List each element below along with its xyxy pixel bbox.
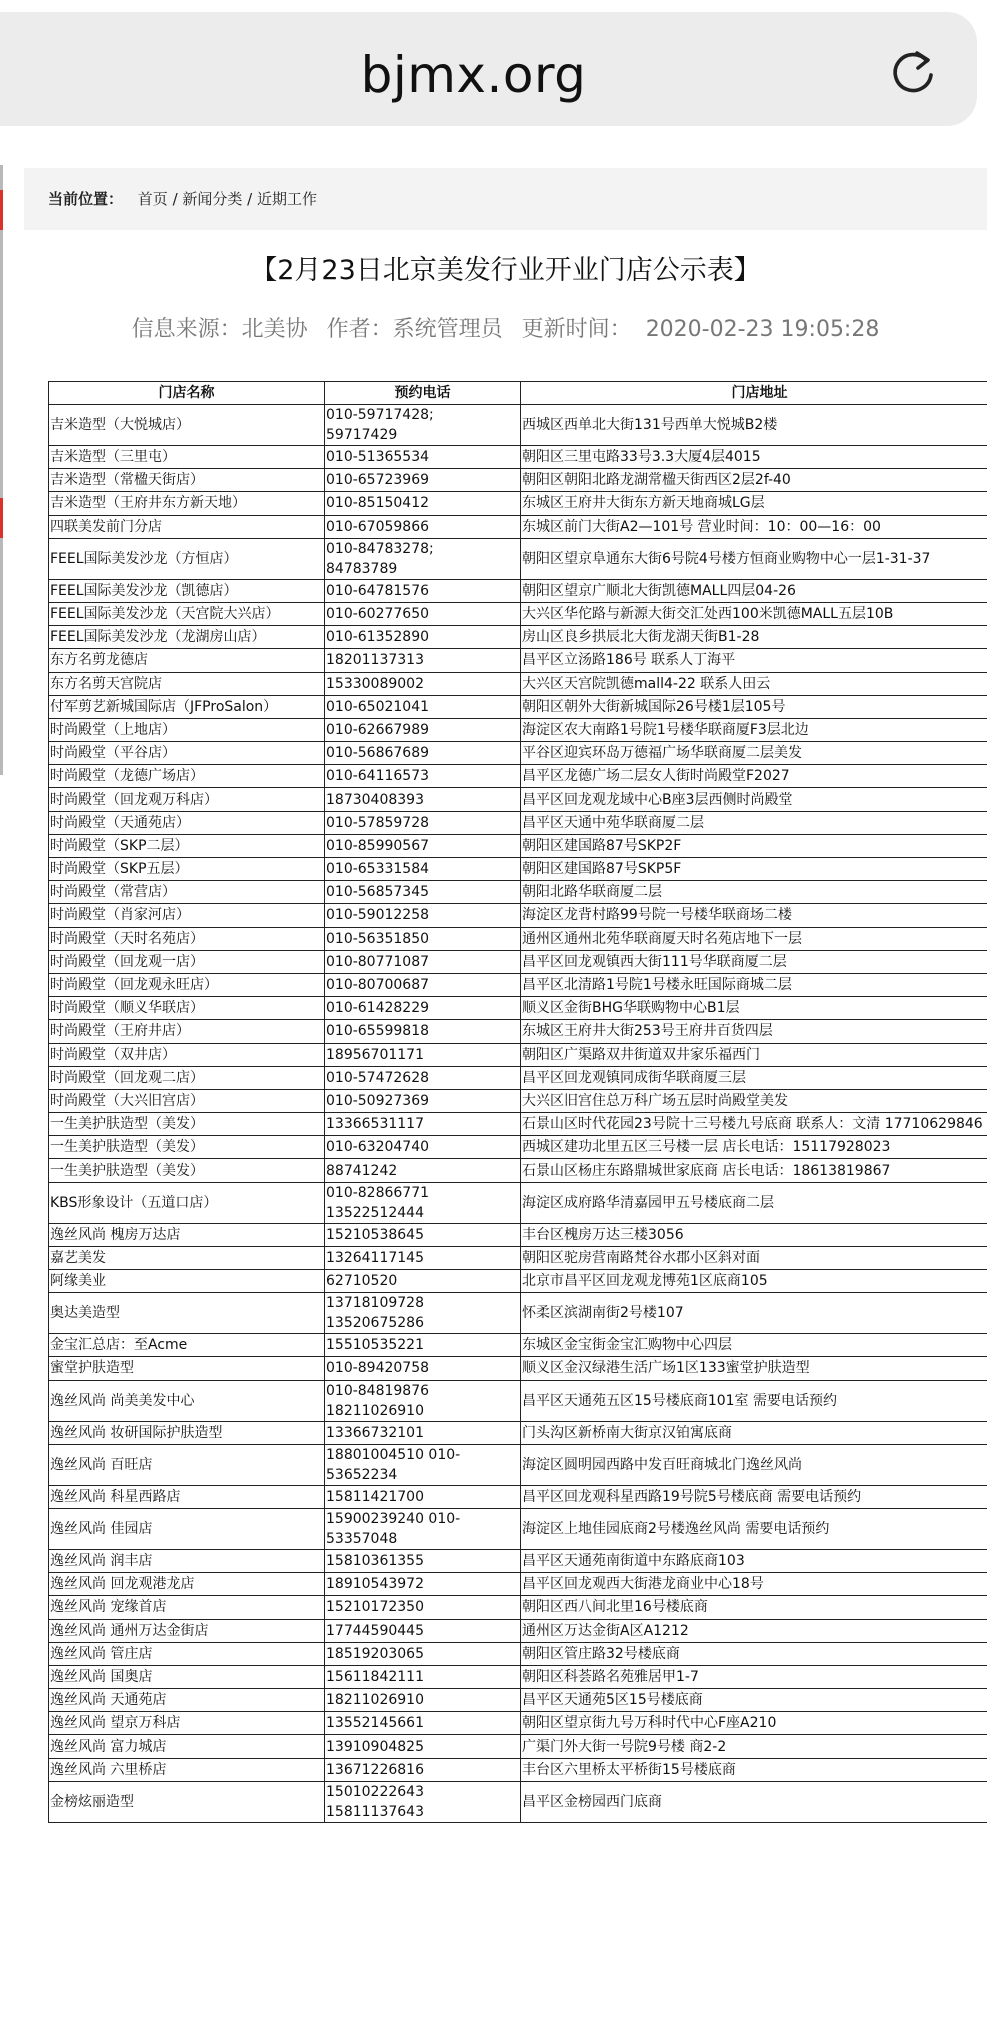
phone-cell: 010-56351850 <box>325 927 521 950</box>
address-cell: 东城区王府井大街东方新天地商城LG层 <box>521 492 987 515</box>
phone-cell: 13366531117 <box>325 1113 521 1136</box>
store-name-cell: 一生美护肤造型（美发） <box>49 1159 325 1182</box>
store-name-cell: 逸丝风尚 望京万科店 <box>49 1712 325 1735</box>
address-cell: 朝阳区望京阜通东大街6号院4号楼方恒商业购物中心一层1-31-37 <box>521 538 987 579</box>
phone-cell: 13366732101 <box>325 1421 521 1444</box>
store-table <box>48 381 987 1823</box>
table-row <box>49 1421 987 1444</box>
address-cell: 西城区建功北里五区三号楼一层 店长电话：15117928023 <box>521 1136 987 1159</box>
store-name-cell: FEEL国际美发沙龙（龙湖房山店） <box>49 626 325 649</box>
store-name-cell: 蜜堂护肤造型 <box>49 1357 325 1380</box>
table-row <box>49 1444 987 1485</box>
table-row <box>49 950 987 973</box>
table-row <box>49 469 987 492</box>
store-name-cell: FEEL国际美发沙龙（方恒店） <box>49 538 325 579</box>
store-name-cell: 时尚殿堂（回龙观一店） <box>49 950 325 973</box>
address-cell: 海淀区龙背村路99号院一号楼华联商场二楼 <box>521 904 987 927</box>
address-cell: 东城区前门大街A2—101号 营业时间：10：00—16：00 <box>521 515 987 538</box>
address-cell: 昌平区天通苑5区15号楼底商 <box>521 1689 987 1712</box>
table-row <box>49 1293 987 1334</box>
store-name-cell: 时尚殿堂（SKP五层） <box>49 858 325 881</box>
table-row <box>49 1223 987 1246</box>
address-cell: 丰台区六里桥太平桥街15号楼底商 <box>521 1758 987 1781</box>
store-name-cell: 时尚殿堂（顺义华联店） <box>49 997 325 1020</box>
address-cell: 顺义区金街BHG华联购物中心B1层 <box>521 997 987 1020</box>
store-name-cell: 逸丝风尚 国奥店 <box>49 1665 325 1688</box>
phone-cell: 88741242 <box>325 1159 521 1182</box>
address-cell: 朝阳区望京街九号万科时代中心F座A210 <box>521 1712 987 1735</box>
table-row <box>49 579 987 602</box>
table-row <box>49 811 987 834</box>
store-table-body <box>49 405 987 1823</box>
store-name-cell: 金宝汇总店：至Acme <box>49 1334 325 1357</box>
phone-cell: 010-64116573 <box>325 765 521 788</box>
address-cell: 东城区金宝街金宝汇购物中心四层 <box>521 1334 987 1357</box>
left-edge-marker <box>0 190 3 230</box>
table-row <box>49 649 987 672</box>
phone-cell: 010-57472628 <box>325 1066 521 1089</box>
reload-icon[interactable] <box>887 47 939 99</box>
address-cell: 昌平区龙德广场二层女人街时尚殿堂F2027 <box>521 765 987 788</box>
phone-cell: 17744590445 <box>325 1619 521 1642</box>
address-cell: 北京市昌平区回龙观龙博苑1区底商105 <box>521 1270 987 1293</box>
address-cell: 昌平区立汤路186号 联系人丁海平 <box>521 649 987 672</box>
table-row <box>49 997 987 1020</box>
address-cell: 昌平区北清路1号院1号楼永旺国际商城二层 <box>521 973 987 996</box>
column-header-name: 门店名称 <box>49 382 325 405</box>
store-name-cell: 东方名剪龙德店 <box>49 649 325 672</box>
author-label: 作者：系统管理员 <box>326 317 503 342</box>
phone-cell: 15611842111 <box>325 1665 521 1688</box>
phone-cell: 13264117145 <box>325 1246 521 1269</box>
address-cell: 朝阳区科荟路名苑雅居甲1-7 <box>521 1665 987 1688</box>
address-cell: 大兴区天宫院凯德mall4-22 联系人田云 <box>521 672 987 695</box>
store-name-cell: FEEL国际美发沙龙（凯德店） <box>49 579 325 602</box>
table-row <box>49 1270 987 1293</box>
table-row <box>49 1735 987 1758</box>
address-cell: 石景山区杨庄东路鼎城世家底商 店长电话：18613819867 <box>521 1159 987 1182</box>
table-row <box>49 1573 987 1596</box>
column-header-address: 门店地址 <box>521 382 987 405</box>
address-cell: 平谷区迎宾环岛万德福广场华联商厦二层美发 <box>521 742 987 765</box>
store-name-cell: 逸丝风尚 百旺店 <box>49 1444 325 1485</box>
address-cell: 昌平区回龙观西大街港龙商业中心18号 <box>521 1573 987 1596</box>
phone-cell: 010-56867689 <box>325 742 521 765</box>
table-row <box>49 626 987 649</box>
store-name-cell: 逸丝风尚 宠缘首店 <box>49 1596 325 1619</box>
table-row <box>49 1136 987 1159</box>
address-cell: 海淀区农大南路1号院1号楼华联商厦F3层北边 <box>521 718 987 741</box>
table-row <box>49 718 987 741</box>
address-cell: 怀柔区滨湖南街2号楼107 <box>521 1293 987 1334</box>
phone-cell: 010-84819876 18211026910 <box>325 1380 521 1421</box>
table-row <box>49 1089 987 1112</box>
store-name-cell: 逸丝风尚 槐房万达店 <box>49 1223 325 1246</box>
address-cell: 昌平区天通苑南街道中东路底商103 <box>521 1549 987 1572</box>
store-name-cell: 逸丝风尚 天通苑店 <box>49 1689 325 1712</box>
address-cell: 大兴区旧宫住总万科广场五层时尚殿堂美发 <box>521 1089 987 1112</box>
store-name-cell: 逸丝风尚 佳园店 <box>49 1508 325 1549</box>
table-row <box>49 405 987 446</box>
address-cell: 昌平区回龙观龙域中心B座3层西侧时尚殿堂 <box>521 788 987 811</box>
phone-cell: 15510535221 <box>325 1334 521 1357</box>
address-cell: 朝阳区三里屯路33号3.3大厦4层4015 <box>521 446 987 469</box>
phone-cell: 010-61352890 <box>325 626 521 649</box>
phone-cell: 15330089002 <box>325 672 521 695</box>
phone-cell: 13671226816 <box>325 1758 521 1781</box>
address-cell: 门头沟区新桥南大街京汉铂寓底商 <box>521 1421 987 1444</box>
phone-cell: 18801004510 010- 53652234 <box>325 1444 521 1485</box>
phone-cell: 010-59012258 <box>325 904 521 927</box>
store-name-cell: 时尚殿堂（上地店） <box>49 718 325 741</box>
phone-cell: 010-59717428; 59717429 <box>325 405 521 446</box>
table-row <box>49 1113 987 1136</box>
phone-cell: 010-61428229 <box>325 997 521 1020</box>
store-name-cell: 付军剪艺新城国际店（JFProSalon） <box>49 695 325 718</box>
phone-cell: 010-67059866 <box>325 515 521 538</box>
phone-cell: 010-60277650 <box>325 602 521 625</box>
table-row <box>49 881 987 904</box>
address-cell: 昌平区天通苑五区15号楼底商101室 需要电话预约 <box>521 1380 987 1421</box>
store-name-cell: 逸丝风尚 妆研国际护肤造型 <box>49 1421 325 1444</box>
phone-cell: 18201137313 <box>325 649 521 672</box>
table-row <box>49 1689 987 1712</box>
phone-cell: 010-65723969 <box>325 469 521 492</box>
table-header-row <box>49 382 987 405</box>
table-row <box>49 695 987 718</box>
article-meta <box>24 312 987 343</box>
breadcrumb <box>24 168 987 230</box>
phone-cell: 13910904825 <box>325 1735 521 1758</box>
table-row <box>49 858 987 881</box>
store-name-cell: 时尚殿堂（王府井店） <box>49 1020 325 1043</box>
address-cell: 朝阳区西八间北里16号楼底商 <box>521 1596 987 1619</box>
store-name-cell: 嘉艺美发 <box>49 1246 325 1269</box>
address-cell: 朝阳北路华联商厦二层 <box>521 881 987 904</box>
article-content <box>24 168 987 2032</box>
phone-cell: 62710520 <box>325 1270 521 1293</box>
table-row <box>49 1619 987 1642</box>
table-row <box>49 927 987 950</box>
address-cell: 西城区西单北大街131号西单大悦城B2楼 <box>521 405 987 446</box>
phone-cell: 010-82866771 13522512444 <box>325 1182 521 1223</box>
phone-cell: 010-50927369 <box>325 1089 521 1112</box>
store-name-cell: 阿缘美业 <box>49 1270 325 1293</box>
address-cell: 通州区通州北苑华联商厦天时名苑店地下一层 <box>521 927 987 950</box>
phone-cell: 010-56857345 <box>325 881 521 904</box>
phone-cell: 18956701171 <box>325 1043 521 1066</box>
address-cell: 朝阳区朝外大街新城国际26号楼1层105号 <box>521 695 987 718</box>
table-row <box>49 1380 987 1421</box>
breadcrumb-path[interactable]: 首页 / 新闻分类 / 近期工作 <box>137 190 317 208</box>
address-cell: 昌平区金榜园西门底商 <box>521 1781 987 1822</box>
address-cell: 海淀区圆明园西路中发百旺商城北门逸丝风尚 <box>521 1444 987 1485</box>
table-row <box>49 492 987 515</box>
address-cell: 丰台区槐房万达三楼3056 <box>521 1223 987 1246</box>
address-cell: 朝阳区望京广顺北大街凯德MALL四层04-26 <box>521 579 987 602</box>
phone-cell: 010-80700687 <box>325 973 521 996</box>
table-row <box>49 1781 987 1822</box>
store-name-cell: 时尚殿堂（回龙观万科店） <box>49 788 325 811</box>
store-name-cell: 金榜炫丽造型 <box>49 1781 325 1822</box>
store-name-cell: 一生美护肤造型（美发） <box>49 1113 325 1136</box>
store-name-cell: 时尚殿堂（大兴旧宫店） <box>49 1089 325 1112</box>
column-header-phone: 预约电话 <box>325 382 521 405</box>
table-row <box>49 1066 987 1089</box>
store-name-cell: 时尚殿堂（天通苑店） <box>49 811 325 834</box>
source-label: 信息来源：北美协 <box>131 317 308 342</box>
phone-cell: 15010222643 15811137643 <box>325 1781 521 1822</box>
phone-cell: 010-65331584 <box>325 858 521 881</box>
phone-cell: 010-84783278; 84783789 <box>325 538 521 579</box>
store-name-cell: 吉米造型（三里屯） <box>49 446 325 469</box>
phone-cell: 13552145661 <box>325 1712 521 1735</box>
table-row <box>49 765 987 788</box>
left-edge-marker <box>0 498 3 538</box>
phone-cell: 18730408393 <box>325 788 521 811</box>
address-cell: 石景山区时代花园23号院十三号楼九号底商 联系人：文清 17710629846 <box>521 1113 987 1136</box>
store-name-cell: 吉米造型（大悦城店） <box>49 405 325 446</box>
table-row <box>49 1246 987 1269</box>
table-row <box>49 834 987 857</box>
store-name-cell: 时尚殿堂（回龙观永旺店） <box>49 973 325 996</box>
phone-cell: 18211026910 <box>325 1689 521 1712</box>
table-row <box>49 1357 987 1380</box>
address-cell: 广渠门外大街一号院9号楼 商2-2 <box>521 1735 987 1758</box>
address-cell: 朝阳区管庄路32号楼底商 <box>521 1642 987 1665</box>
address-cell: 通州区万达金街A区A1212 <box>521 1619 987 1642</box>
table-row <box>49 1549 987 1572</box>
address-cell: 顺义区金汉绿港生活广场1区133蜜堂护肤造型 <box>521 1357 987 1380</box>
store-name-cell: 时尚殿堂（龙德广场店） <box>49 765 325 788</box>
phone-cell: 010-64781576 <box>325 579 521 602</box>
phone-cell: 13718109728 13520675286 <box>325 1293 521 1334</box>
address-cell: 朝阳区朝阳北路龙湖常楹天街西区2层2f-40 <box>521 469 987 492</box>
store-name-cell: 奥达美造型 <box>49 1293 325 1334</box>
store-name-cell: 时尚殿堂（双井店） <box>49 1043 325 1066</box>
table-row <box>49 515 987 538</box>
phone-cell: 010-57859728 <box>325 811 521 834</box>
address-cell: 海淀区上地佳园底商2号楼逸丝风尚 需要电话预约 <box>521 1508 987 1549</box>
updated-label: 更新时间： <box>521 317 632 342</box>
phone-cell: 18519203065 <box>325 1642 521 1665</box>
phone-cell: 010-85150412 <box>325 492 521 515</box>
address-cell: 大兴区华佗路与新源大街交汇处西100米凯德MALL五层10B <box>521 602 987 625</box>
phone-cell: 010-65021041 <box>325 695 521 718</box>
updated-value: 2020-02-23 19:05:28 <box>645 317 880 342</box>
store-name-cell: 逸丝风尚 通州万达金街店 <box>49 1619 325 1642</box>
address-cell: 朝阳区广渠路双井街道双井家乐福西门 <box>521 1043 987 1066</box>
phone-cell: 15210538645 <box>325 1223 521 1246</box>
table-row <box>49 1043 987 1066</box>
store-name-cell: 逸丝风尚 回龙观港龙店 <box>49 1573 325 1596</box>
store-name-cell: 一生美护肤造型（美发） <box>49 1136 325 1159</box>
table-row <box>49 672 987 695</box>
store-name-cell: 吉米造型（王府井东方新天地） <box>49 492 325 515</box>
breadcrumb-label: 当前位置： <box>48 190 124 208</box>
page-title: 【2月23日北京美发行业开业门店公示表】 <box>250 255 761 286</box>
phone-cell: 18910543972 <box>325 1573 521 1596</box>
url-text: bjmx.org <box>360 46 587 104</box>
store-name-cell: 时尚殿堂（SKP二层） <box>49 834 325 857</box>
store-name-cell: 东方名剪天宫院店 <box>49 672 325 695</box>
phone-cell: 010-62667989 <box>325 718 521 741</box>
store-name-cell: KBS形象设计（五道口店） <box>49 1182 325 1223</box>
store-name-cell: 时尚殿堂（肖家河店） <box>49 904 325 927</box>
phone-cell: 010-85990567 <box>325 834 521 857</box>
phone-cell: 15900239240 010- 53357048 <box>325 1508 521 1549</box>
table-row <box>49 1712 987 1735</box>
phone-cell: 010-89420758 <box>325 1357 521 1380</box>
address-cell: 昌平区回龙观科星西路19号院5号楼底商 需要电话预约 <box>521 1485 987 1508</box>
store-name-cell: 逸丝风尚 富力城店 <box>49 1735 325 1758</box>
table-row <box>49 1334 987 1357</box>
address-cell: 昌平区回龙观镇西大街111号华联商厦二层 <box>521 950 987 973</box>
store-name-cell: 时尚殿堂（常营店） <box>49 881 325 904</box>
address-cell: 昌平区天通中苑华联商厦二层 <box>521 811 987 834</box>
store-name-cell: 时尚殿堂（天时名苑店） <box>49 927 325 950</box>
address-cell: 昌平区回龙观镇同成街华联商厦三层 <box>521 1066 987 1089</box>
table-row <box>49 1182 987 1223</box>
store-name-cell: 逸丝风尚 科星西路店 <box>49 1485 325 1508</box>
table-row <box>49 1485 987 1508</box>
phone-cell: 15210172350 <box>325 1596 521 1619</box>
address-bar[interactable] <box>0 12 977 126</box>
store-name-cell: 四联美发前门分店 <box>49 515 325 538</box>
table-row <box>49 1596 987 1619</box>
table-row <box>49 788 987 811</box>
store-name-cell: 逸丝风尚 六里桥店 <box>49 1758 325 1781</box>
phone-cell: 15810361355 <box>325 1549 521 1572</box>
store-name-cell: 吉米造型（常楹天街店） <box>49 469 325 492</box>
table-row <box>49 1020 987 1043</box>
address-cell: 朝阳区驼房营南路梵谷水郡小区斜对面 <box>521 1246 987 1269</box>
store-name-cell: 时尚殿堂（平谷店） <box>49 742 325 765</box>
table-row <box>49 742 987 765</box>
left-edge-strip <box>0 165 3 775</box>
table-row <box>49 1508 987 1549</box>
address-cell: 朝阳区建国路87号SKP5F <box>521 858 987 881</box>
phone-cell: 010-80771087 <box>325 950 521 973</box>
table-row <box>49 1665 987 1688</box>
store-name-cell: FEEL国际美发沙龙（天宫院大兴店） <box>49 602 325 625</box>
phone-cell: 010-65599818 <box>325 1020 521 1043</box>
table-row <box>49 973 987 996</box>
table-row <box>49 1642 987 1665</box>
phone-cell: 010-63204740 <box>325 1136 521 1159</box>
store-name-cell: 时尚殿堂（回龙观二店） <box>49 1066 325 1089</box>
table-row <box>49 602 987 625</box>
table-row <box>49 904 987 927</box>
store-name-cell: 逸丝风尚 润丰店 <box>49 1549 325 1572</box>
store-name-cell: 逸丝风尚 管庄店 <box>49 1642 325 1665</box>
table-row <box>49 446 987 469</box>
store-name-cell: 逸丝风尚 尚美美发中心 <box>49 1380 325 1421</box>
table-row <box>49 1159 987 1182</box>
address-cell: 朝阳区建国路87号SKP2F <box>521 834 987 857</box>
address-cell: 海淀区成府路华清嘉园甲五号楼底商二层 <box>521 1182 987 1223</box>
table-row <box>49 1758 987 1781</box>
address-cell: 房山区良乡拱辰北大街龙湖天街B1-28 <box>521 626 987 649</box>
address-cell: 东城区王府井大街253号王府井百货四层 <box>521 1020 987 1043</box>
phone-cell: 15811421700 <box>325 1485 521 1508</box>
table-row <box>49 538 987 579</box>
phone-cell: 010-51365534 <box>325 446 521 469</box>
